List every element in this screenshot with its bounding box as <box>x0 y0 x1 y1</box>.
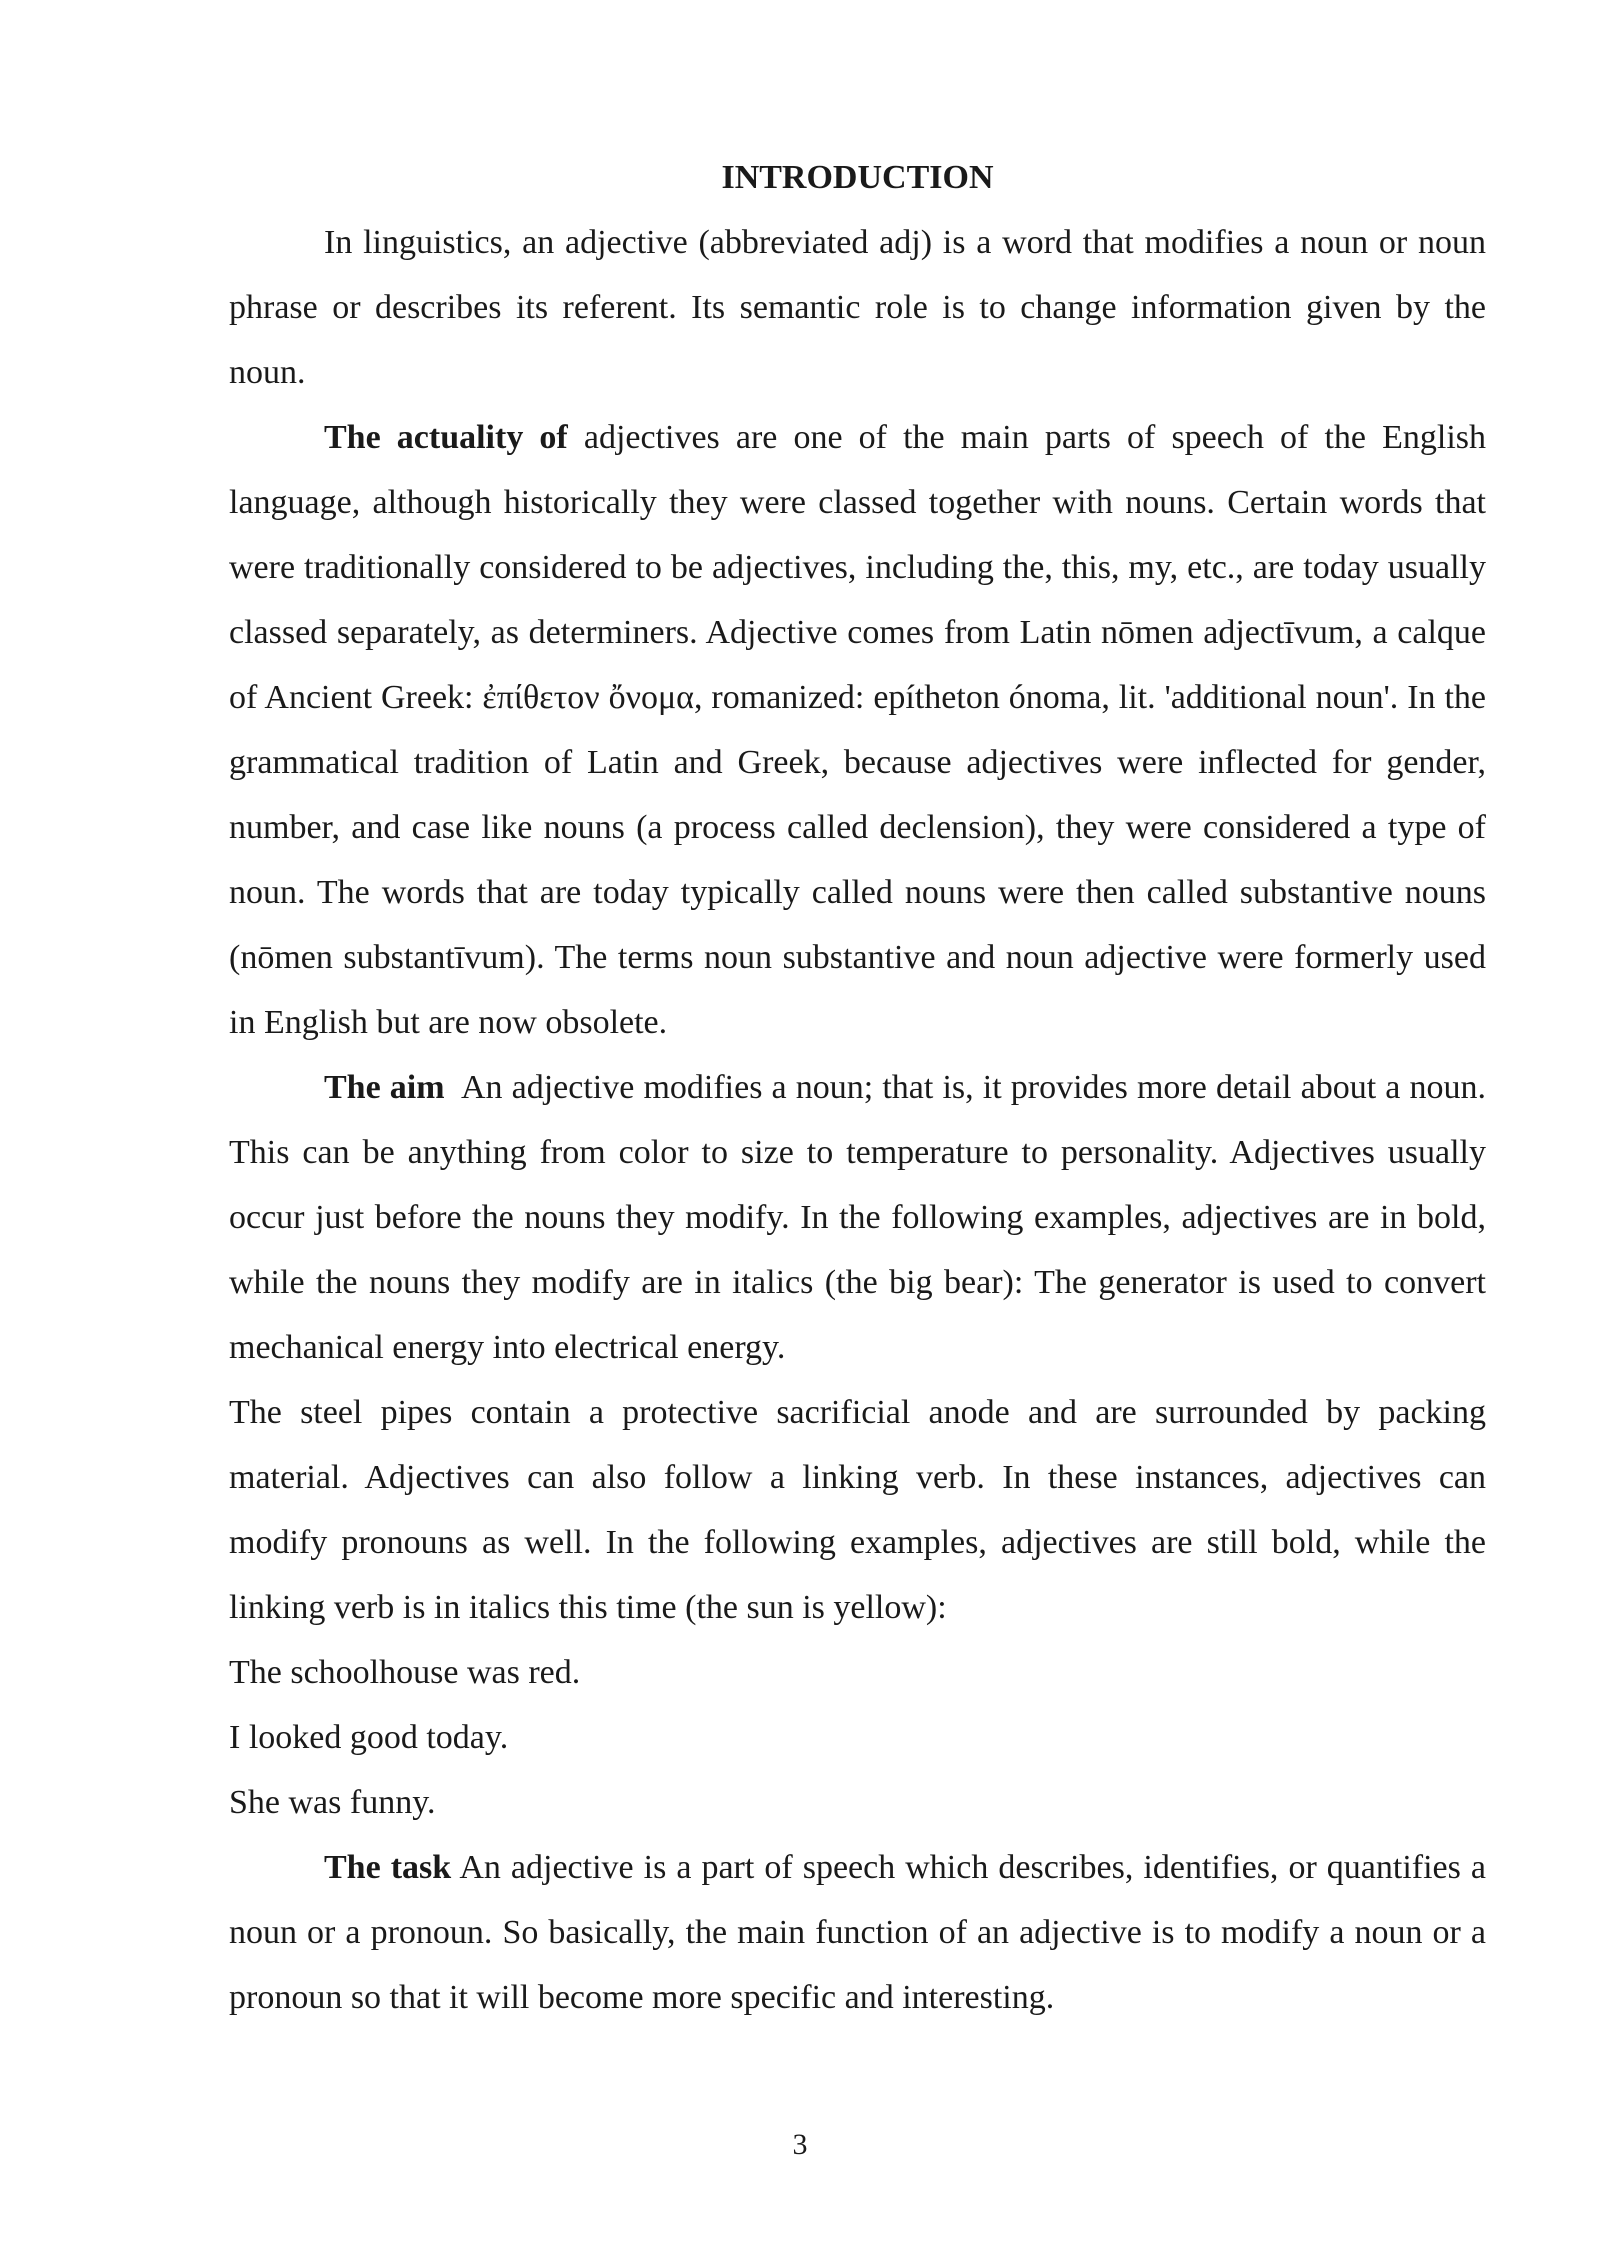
paragraph-definition: In linguistics, an adjective (abbreviated adj) is a word that modifies a noun or noun phrase or describes its referent. Its semantic role is to change information given by the noun. <box>229 224 1486 391</box>
document-page <box>229 145 1495 2030</box>
page-number: 3 <box>792 2128 808 2161</box>
example-line: The schoolhouse was red. <box>229 1654 581 1691</box>
task-lead: The task <box>324 1849 452 1886</box>
example-line: I looked good today. <box>229 1719 509 1756</box>
aim-text: An adjective modifies a noun; that is, it provides more detail about a noun. This can be anything from color to size to temperature to personality. Adjectives usually occur just before the nouns they modify. In the following examples, adjectives are in bold, while the nouns they modify are in italics (the big bear): The generator is used to convert mechanical energy into electrical energy. <box>229 1069 1495 1366</box>
paragraph-aim <box>229 1055 1495 1380</box>
paragraph-task <box>229 1835 1486 2030</box>
example-line: She was funny. <box>229 1784 436 1821</box>
actuality-text: adjectives are one of the main parts of speech of the English language, although historically they were classed together with nouns. Certain words that were traditionally considered to be adjectives, including the, this, my, etc., are today usually classed separately, as determiners. Adjective comes from Latin nōmen adjectīvum, a calque of Ancient Greek: ἐπίθετον ὄνομα, romanized: epítheton ónoma, lit. 'additional noun'. In the grammatical tradition of Latin and Greek, because adjectives were inflected for gender, number, and case like nouns (a process called declension), they were considered a type of noun. The words that are today typically called nouns were then called substantive nouns (nōmen substantīvum). The terms noun substantive and noun adjective were formerly used in English but are now obsolete. <box>229 419 1486 1041</box>
aim-lead: The aim <box>324 1069 445 1106</box>
paragraph-examples-intro: The steel pipes contain a protective sacrificial anode and are surrounded by packing material. Adjectives can also follow a linking verb. In these instances, adjectives can modify pronouns as well. In the following examples, adjectives are still bold, while the linking verb is in italics this time (the sun is yellow): <box>229 1394 1486 1626</box>
page-title: INTRODUCTION <box>721 159 994 196</box>
task-text: An adjective is a part of speech which describes, identifies, or quantifies a noun or a pronoun. So basically, the main function of an adjective is to modify a noun or a pronoun so that it will become more specific and interesting. <box>229 1849 1487 2016</box>
actuality-lead: The actuality of <box>324 419 568 456</box>
paragraph-actuality <box>229 405 1486 1055</box>
